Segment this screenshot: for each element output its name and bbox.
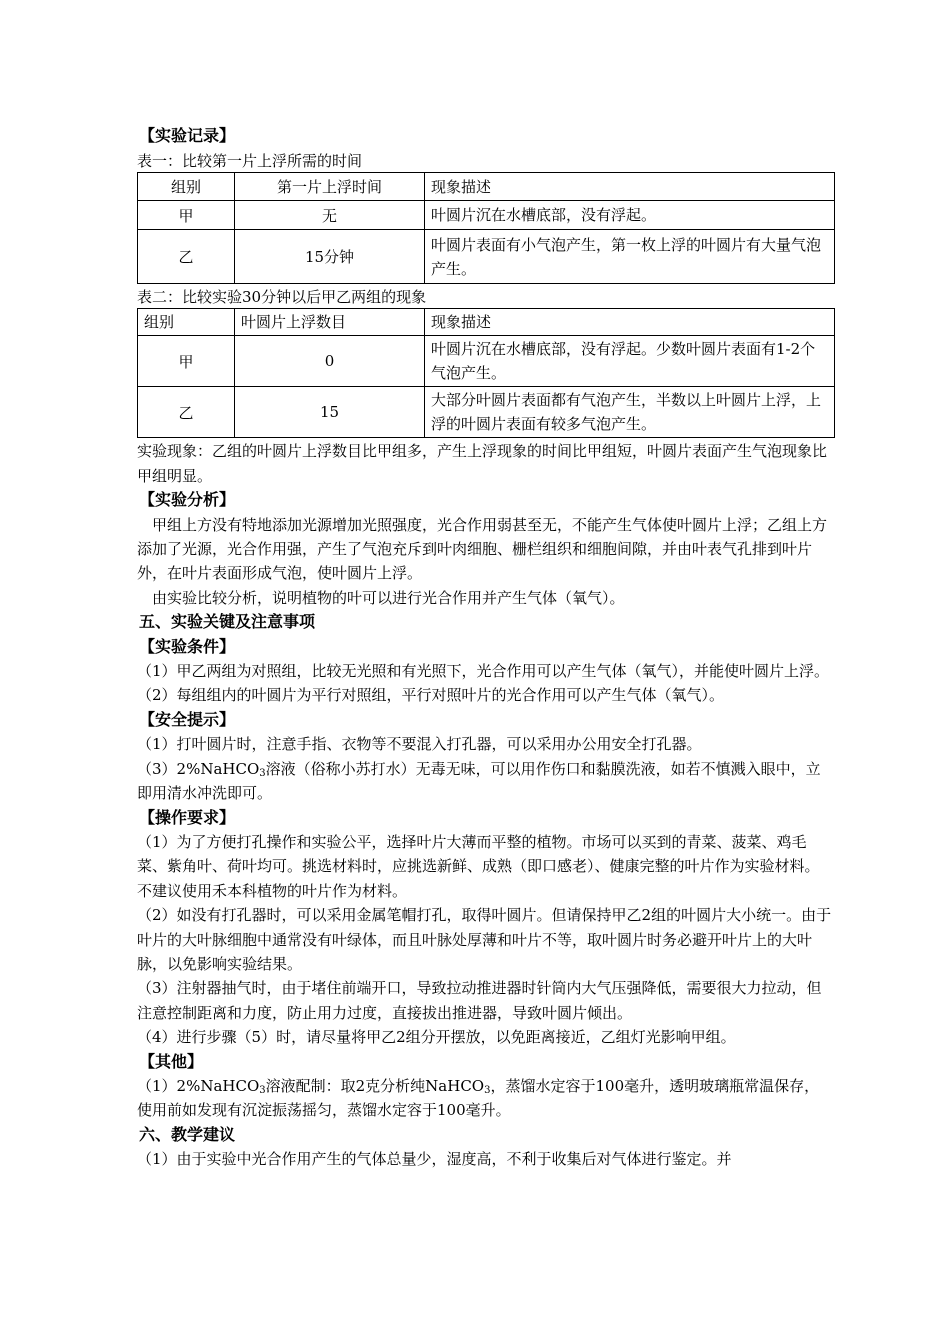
other-text: 溶液配制：取2克分析纯NaHCO (265, 1076, 485, 1095)
section5-heading: 五、实验关键及注意事项 (139, 612, 316, 632)
table2 (137, 308, 835, 438)
operation-item: （2）如没有打孔器时，可以采用金属笔帽打孔，取得叶圆片。但请保持甲乙2组的叶圆片大小统一。由于叶片的大叶脉细胞中通常没有叶绿体，而且叶脉处厚薄和叶片不等，取叶圆片时务必避开叶片上的大叶脉，以免影响实验结果。 (137, 906, 832, 973)
table-cell: 15分钟 (235, 230, 425, 284)
teaching-item: （1）由于实验中光合作用产生的气体总量少，湿度高，不利于收集后对气体进行鉴定。并 (137, 1150, 732, 1169)
table-cell: 0 (235, 336, 425, 387)
table-cell: 无 (235, 201, 425, 230)
safety-text: （3）2%NaHCO (137, 759, 260, 778)
table-cell: 叶圆片沉在水槽底部，没有浮起。 (425, 201, 835, 230)
table-cell: 大部分叶圆片表面都有气泡产生，半数以上叶圆片上浮，上浮的叶圆片表面有较多气泡产生。 (425, 387, 835, 438)
table-row (138, 201, 835, 230)
table2-caption: 表二：比较实验30分钟以后甲乙两组的现象 (137, 288, 427, 307)
document-page (137, 124, 834, 1172)
table-cell: 15 (235, 387, 425, 438)
table-cell: 乙 (138, 387, 235, 438)
table-header-cell: 现象描述 (425, 309, 835, 336)
subscript: 3 (259, 767, 266, 779)
table-row (138, 309, 835, 336)
safety-item: （1）打叶圆片时，注意手指、衣物等不要混入打孔器，可以采用办公用安全打孔器。 (137, 735, 702, 754)
table-cell: 甲 (138, 336, 235, 387)
table-header-cell: 现象描述 (425, 173, 835, 201)
table1-caption: 表一：比较第一片上浮所需的时间 (137, 152, 363, 171)
conditions-heading: 【实验条件】 (139, 636, 236, 656)
record-heading: 【实验记录】 (139, 126, 236, 145)
table-header-cell: 叶圆片上浮数目 (235, 309, 425, 336)
safety-heading: 【安全提示】 (139, 709, 236, 729)
table-cell: 叶圆片表面有小气泡产生，第一枚上浮的叶圆片有大量气泡产生。 (425, 230, 835, 284)
operation-heading: 【操作要求】 (139, 807, 236, 827)
table-row (138, 336, 835, 387)
table-row (138, 173, 835, 201)
phenomenon-text: 实验现象：乙组的叶圆片上浮数目比甲组多，产生上浮现象的时间比甲组短，叶圆片表面产生气泡现象比甲组明显。 (137, 442, 828, 485)
other-heading: 【其他】 (139, 1051, 204, 1071)
analysis-paragraph: 由实验比较分析，说明植物的叶可以进行光合作用并产生气体（氧气）。 (152, 588, 625, 607)
other-item (137, 1074, 834, 1123)
table1 (137, 172, 835, 284)
analysis-heading: 【实验分析】 (139, 490, 236, 510)
section6-heading: 六、教学建议 (139, 1124, 236, 1144)
table-cell: 甲 (138, 201, 235, 230)
table-header-cell: 第一片上浮时间 (235, 173, 425, 201)
table-cell: 乙 (138, 230, 235, 284)
condition-item: （2）每组组内的叶圆片为平行对照组，平行对照叶片的光合作用可以产生气体（氧气）。 (137, 686, 725, 705)
analysis-paragraph: 甲组上方没有特地添加光源增加光照强度，光合作用弱甚至无，不能产生气体使叶圆片上浮；乙组上方添加了光源，光合作用强，产生了气泡充斥到叶肉细胞、栅栏组织和细胞间隙，并由叶表气孔排到叶片外，在叶片表面形成气泡，使叶圆片上浮。 (137, 515, 828, 583)
operation-item: （3）注射器抽气时，由于堵住前端开口，导致拉动推进器时针筒内大气压强降低，需要很大力拉动，但注意控制距离和力度，防止用力过度，直接拔出推进器，导致叶圆片倾出。 (137, 979, 822, 1022)
safety-item (137, 757, 834, 806)
condition-item: （1）甲乙两组为对照组，比较无光照和有光照下，光合作用可以产生气体（氧气），并能使叶圆片上浮。 (137, 662, 830, 681)
subscript: 3 (259, 1084, 266, 1096)
table-row (138, 230, 835, 284)
table-header-cell: 组别 (138, 173, 235, 201)
safety-text: 溶液（俗称小苏打水）无毒无味，可以用作伤口和黏膜洗液，如若不慎溅入眼中，立即用清水冲洗即可。 (137, 759, 821, 803)
table-header-cell: 组别 (138, 309, 235, 336)
operation-item: （1）为了方便打孔操作和实验公平，选择叶片大薄而平整的植物。市场可以买到的青菜、菠菜、鸡毛菜、紫角叶、荷叶均可。挑选材料时，应挑选新鲜、成熟（即口感老）、健康完整的叶片作为实验材料。不建议使用禾本科植物的叶片作为材料。 (137, 832, 820, 900)
table-row (138, 387, 835, 438)
table-cell: 叶圆片沉在水槽底部，没有浮起。少数叶圆片表面有1-2个气泡产生。 (425, 336, 835, 387)
other-text: （1）2%NaHCO (137, 1076, 260, 1095)
subscript: 3 (484, 1084, 491, 1096)
operation-item: （4）进行步骤（5）时，请尽量将甲乙2组分开摆放，以免距离接近，乙组灯光影响甲组。 (137, 1028, 736, 1047)
other-text: ，蒸馏水定容于100毫升，透明玻璃瓶常温保存，使用前如发现有沉淀振荡摇匀，蒸馏水定容于100毫升。 (137, 1076, 820, 1120)
